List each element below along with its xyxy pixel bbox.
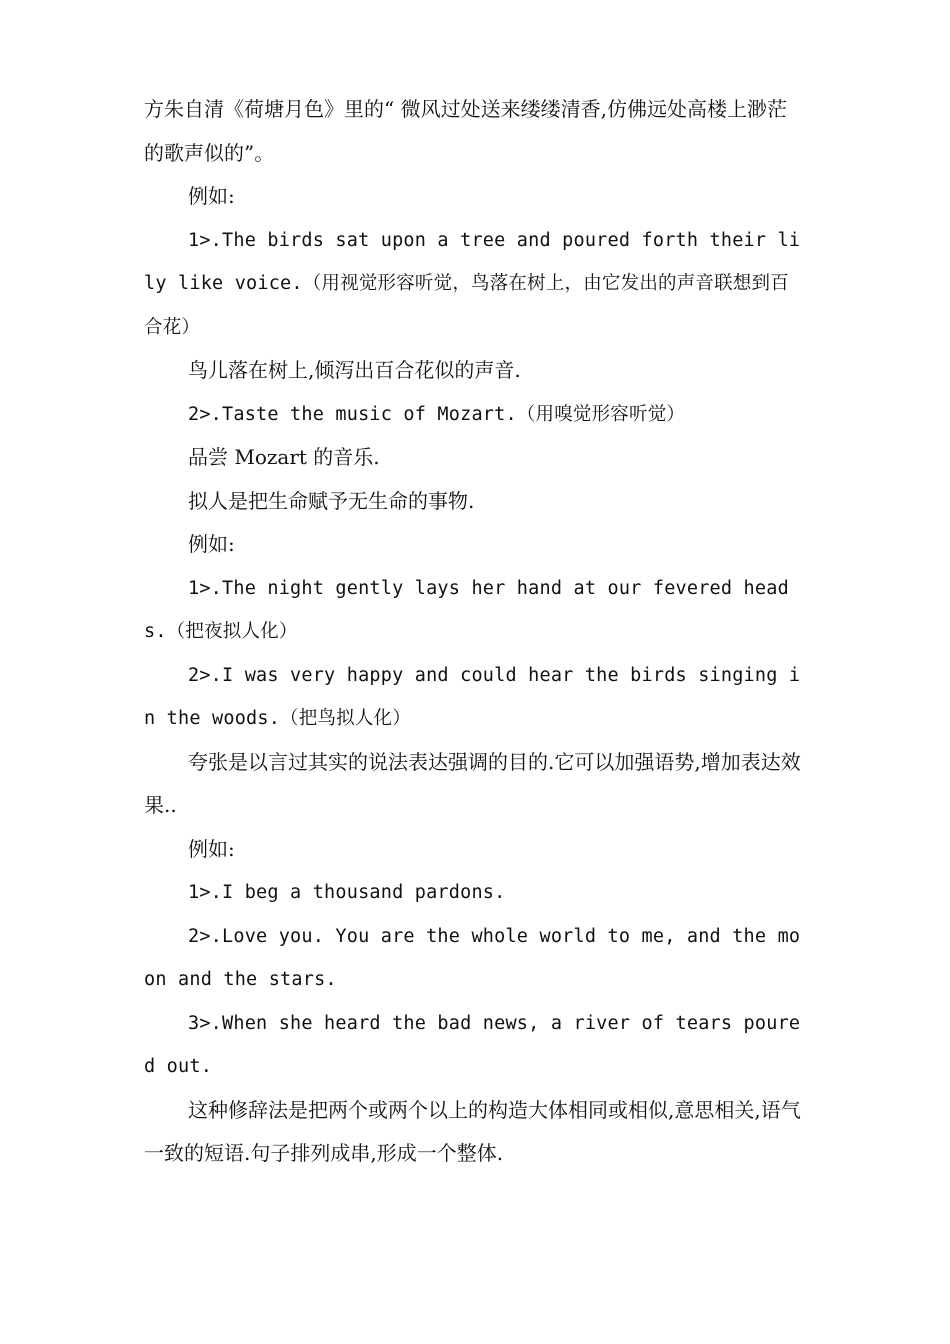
- document-body: [144, 88, 806, 1176]
- hyperbole-definition: 夸张是以言过其实的说法表达强调的目的.它可以加强语势,增加表达效果..: [144, 749, 801, 817]
- translation-birds-lily: 鸟儿落在树上,倾泻出百合花似的声音.: [188, 358, 521, 382]
- example-pardons: 1>.I beg a thousand pardons.: [188, 882, 506, 903]
- paragraph-continuation: 方朱自清《荷塘月色》里的“ 微风过处送来缕缕清香,仿佛远处高楼上渺茫的歌声似的”。: [144, 97, 787, 165]
- parallelism-definition: 这种修辞法是把两个或两个以上的构造大体相同或相似,意思相关,语气一致的短语.句子排列成串,形成一个整体.: [144, 1097, 801, 1165]
- translation-mozart: 品尝 Mozart 的音乐.: [188, 445, 380, 469]
- personification-definition: 拟人是把生命赋予无生命的事物.: [188, 488, 475, 513]
- example-birds-lily: 1>.The birds sat upon a tree and poured forth their lily like voice.（用视觉形容听觉，鸟落在树上，由它发出的声音联想到百合花）: [144, 229, 801, 338]
- example-whole-world: 2>.Love you. You are the whole world to me, and the moon and the stars.: [144, 925, 801, 990]
- example-night: 1>.The night gently lays her hand at our fevered heads.（把夜拟人化）: [144, 577, 789, 642]
- example-heading: 例如:: [188, 184, 235, 208]
- example-heading: 例如:: [188, 532, 235, 556]
- example-birds-singing: 2>.I was very happy and could hear the birds singing in the woods.（把鸟拟人化）: [144, 664, 801, 729]
- example-river-of-tears: 3>.When she heard the bad news, a river of tears poured out.: [144, 1012, 801, 1077]
- example-heading: 例如:: [188, 836, 235, 861]
- example-mozart: 2>.Taste the music of Mozart.（用嗅觉形容听觉）: [188, 403, 686, 425]
